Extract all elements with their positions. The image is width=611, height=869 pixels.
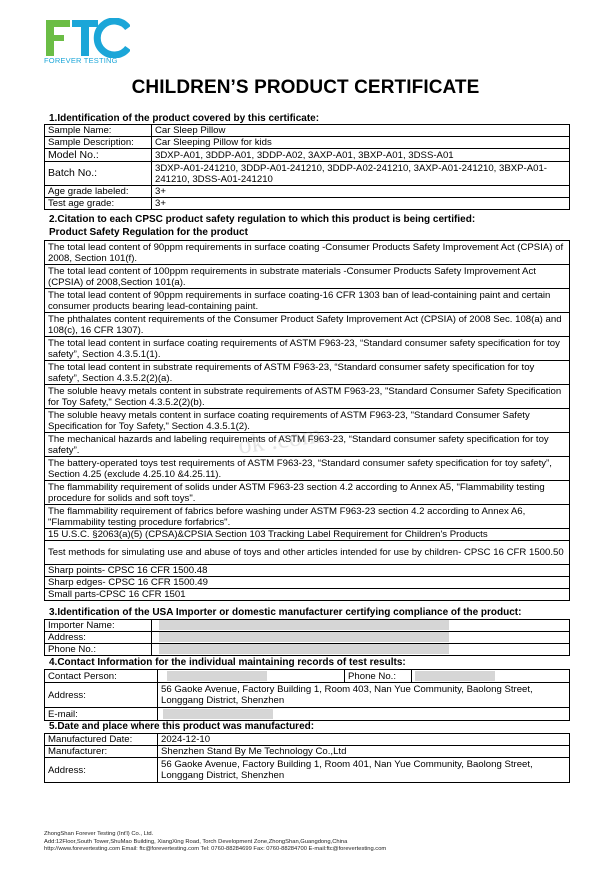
records-contact-table [44, 669, 570, 721]
table-row [45, 186, 570, 198]
table-row [45, 670, 570, 683]
table-row [45, 457, 570, 481]
regulation-item: The soluble heavy metals content in surface coating requirements of ASTM F963-23, "Standard Consumer Safety Specification for Toy Safety," Section 4.3.5.1(2). [45, 409, 570, 433]
field-value: Car Sleeping Pillow for kids [152, 137, 570, 149]
table-row [45, 708, 570, 721]
table-row [45, 734, 570, 746]
field-value: 56 Gaoke Avenue, Factory Building 1, Room 403, Nan Yue Community, Baolong Street, Longgang District, Shenzhen [158, 683, 570, 708]
field-label: Age grade labeled: [45, 186, 152, 198]
regulation-item: The phthalates content requirements of the Consumer Product Safety Improvement Act (CPSIA) of 2008 Sec. 108(a) and 108(c), 16 CFR 1307). [45, 313, 570, 337]
email-value [158, 708, 570, 721]
regulation-item: The total lead content of 90ppm requirements in surface coating-16 CFR 1303 ban of lead-containing paint and certain consumer products bearing lead-containing paint. [45, 289, 570, 313]
table-row [45, 385, 570, 409]
regulation-item: The mechanical hazards and labeling requirements of ASTM F963-23, “Standard consumer safety specification for toy safety”. [45, 433, 570, 457]
regulation-item: The total lead content in substrate requirements of ASTM F963-23, “Standard consumer safety specification for toy safety”, Section 4.3.5.2(2)(a). [45, 361, 570, 385]
certificate-title: CHILDREN’S PRODUCT CERTIFICATE [131, 77, 480, 98]
section3-heading: 3.Identification of the USA Importer or domestic manufacturer certifying compliance of the product: [49, 607, 522, 618]
ftc-logo-mark [44, 18, 130, 58]
table-row [45, 137, 570, 149]
field-label: Sample Description: [45, 137, 152, 149]
section5-heading: 5.Date and place where this product was manufactured: [49, 721, 315, 732]
footer-address: Add:12Floor,South Tower,ShuMao Building, XiangXing Road, Torch Development Zone,ZhongShan,Guangdong,China [44, 838, 348, 845]
field-value: Shenzhen Stand By Me Technology Co.,Ltd [158, 746, 570, 758]
table-row [45, 289, 570, 313]
regulation-item: The soluble heavy metals content in substrate requirements of ASTM F963-23, "Standard Consumer Safety Specification for Toy Safety," Section 4.3.5.2(2)(b). [45, 385, 570, 409]
logo-subtitle: FOREVER TESTING [44, 56, 118, 65]
field-label: Importer Name: [45, 620, 152, 632]
field-label: Manufactured Date: [45, 734, 158, 746]
table-row [45, 632, 570, 644]
field-value: Car Sleep Pillow [152, 125, 570, 137]
table-row [45, 758, 570, 783]
regulation-item: Small parts-CPSC 16 CFR 1501 [45, 589, 570, 601]
footer-contact: http://www.forevertesting.com Email: ftc@forevertesting.com Tel: 0760-88284699 Fax: 0760-88284700 E-mail:ftc@forevertesting.com [44, 846, 387, 852]
redacted-block [159, 644, 449, 654]
field-label: Address: [45, 683, 158, 708]
table-row [45, 265, 570, 289]
regulation-item: Sharp edges- CPSC 16 CFR 1500.49 [45, 577, 570, 589]
regulation-item: The flammability requirement of fabrics before washing under ASTM F963-23 section 4.2 according to Annex A6, "Flammability testing procedure forfabrics". [45, 505, 570, 529]
field-value: 56 Gaoke Avenue, Factory Building 1, Room 401, Nan Yue Community, Baolong Street, Longgang District, Shenzhen [158, 758, 570, 783]
regulation-item: 15 U.S.C. §2063(a)(5) (CPSA)&CPSIA Section 103 Tracking Label Requirement for Children's Products [45, 529, 570, 541]
regulation-item: The total lead content of 90ppm requirements in surface coating -Consumer Products Safety Improvement Act (CPSIA) of 2008, Section 101(f). [45, 241, 570, 265]
table-row [45, 589, 570, 601]
section2-subheading: Product Safety Regulation for the product [49, 227, 248, 238]
page-footer [44, 831, 386, 854]
table-row [45, 577, 570, 589]
footer-company: ZhongShan Forever Testing (Int'l) Co., Ltd. [44, 831, 154, 837]
field-value: 3DXP-A01, 3DDP-A01, 3DDP-A02, 3AXP-A01, 3BXP-A01, 3DSS-A01 [152, 149, 570, 162]
regulation-item: The total lead content of 100ppm requirements in substrate materials -Consumer Products Safety Improvement Act (CPSIA) of 2008,Section 101(a). [45, 265, 570, 289]
field-value: 3+ [152, 186, 570, 198]
redacted-block [167, 671, 267, 681]
field-label: Address: [45, 632, 152, 644]
field-label: Phone No.: [345, 670, 412, 683]
manufacture-table [44, 733, 570, 783]
field-label: Manufacturer: [45, 746, 158, 758]
table-row [45, 337, 570, 361]
table-row [45, 198, 570, 210]
table-row [45, 361, 570, 385]
field-label: Batch No.: [45, 162, 152, 186]
watermark: ok .com [236, 419, 324, 460]
table-row [45, 541, 570, 565]
importer-table [44, 619, 570, 656]
table-row [45, 481, 570, 505]
contact-person-value [158, 670, 345, 683]
table-row [45, 505, 570, 529]
table-row [45, 149, 570, 162]
redacted-block [159, 620, 449, 630]
field-label: Phone No.: [45, 644, 152, 656]
field-label: Sample Name: [45, 125, 152, 137]
redacted-block [163, 709, 273, 719]
phone-value [412, 670, 570, 683]
table-row [45, 313, 570, 337]
importer-phone-value [152, 644, 570, 656]
redacted-block [415, 671, 495, 681]
field-value: 2024-12-10 [158, 734, 570, 746]
regulation-item: Test methods for simulating use and abuse of toys and other articles intended for use by children- CPSC 16 CFR 1500.50 [45, 541, 570, 565]
field-label: Contact Person: [45, 670, 158, 683]
table-row [45, 620, 570, 632]
field-value: 3+ [152, 198, 570, 210]
table-row [45, 746, 570, 758]
table-row [45, 125, 570, 137]
table-row [45, 565, 570, 577]
field-value: 3DXP-A01-241210, 3DDP-A01-241210, 3DDP-A02-241210, 3AXP-A01-241210, 3BXP-A01-241210, 3DSS-A01-241210 [152, 162, 570, 186]
section1-heading: 1.Identification of the product covered by this certificate: [49, 113, 320, 124]
importer-address-value [152, 632, 570, 644]
importer-name-value [152, 620, 570, 632]
section4-heading: 4.Contact Information for the individual maintaining records of test results: [49, 657, 406, 668]
product-identification-table [44, 124, 570, 210]
regulation-item: The battery-operated toys test requirements of ASTM F963-23, “Standard consumer safety specification for toy safety”, Section 4.25 (exclude 4.25.10 &4.25.11). [45, 457, 570, 481]
table-row [45, 529, 570, 541]
field-label: Model No.: [45, 149, 152, 162]
field-label: Test age grade: [45, 198, 152, 210]
table-row [45, 241, 570, 265]
redacted-block [159, 632, 449, 642]
table-row [45, 162, 570, 186]
field-label: E-mail: [45, 708, 158, 721]
regulation-item: The flammability requirement of solids under ASTM F963-23 section 4.2 according to Annex A5, "Flammability testing procedure for solids and soft toys". [45, 481, 570, 505]
regulation-item: Sharp points- CPSC 16 CFR 1500.48 [45, 565, 570, 577]
table-row [45, 683, 570, 708]
table-row [45, 644, 570, 656]
regulation-item: The total lead content in surface coating requirements of ASTM F963-23, “Standard consumer safety specification for toy safety”, Section 4.3.5.1(1). [45, 337, 570, 361]
field-label: Address: [45, 758, 158, 783]
section2-heading: 2.Citation to each CPSC product safety regulation to which this product is being certified: [49, 214, 476, 225]
